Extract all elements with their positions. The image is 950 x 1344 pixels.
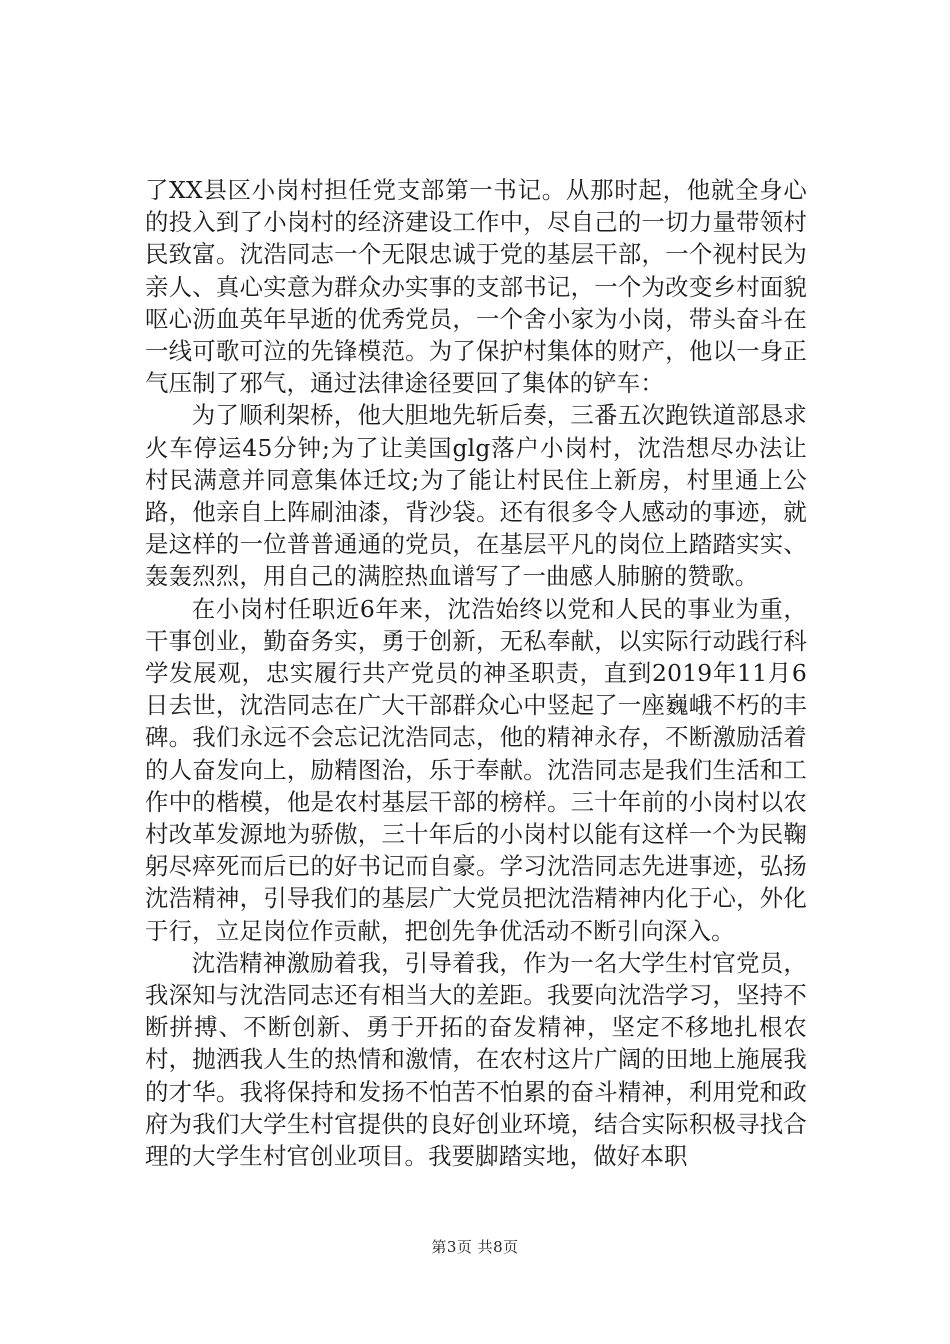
document-body [145,174,807,1172]
page-number-footer: 第3页 共8页 [431,1238,519,1256]
paragraph-4: 沈浩精神激励着我，引导着我，作为一名大学生村官党员，我深知与沈浩同志还有相当大的差距。我要向沈浩学习，坚持不断拼搏、不断创新、勇于开拓的奋发精神，坚定不移地扎根农村，抛洒我人生的热情和激情，在农村这片广阔的田地上施展我的才华。我将保持和发扬不怕苦不怕累的奋斗精神，利用党和政府为我们大学生村官提供的良好创业环境，结合实际积极寻找合理的大学生村官创业项目。我要脚踏实地，做好本职 [145,948,807,1171]
paragraph-2: 为了顺利架桥，他大胆地先斩后奏，三番五次跑铁道部恳求火车停运45分钟;为了让美国glg落户小岗村，沈浩想尽办法让村民满意并同意集体迁坟;为了能让村民住上新房，村里通上公路，他亲自上阵刷油漆，背沙袋。还有很多令人感动的事迹，就是这样的一位普普通通的党员，在基层平凡的岗位上踏踏实实、轰轰烈烈，用自己的满腔热血谱写了一曲感人肺腑的赞歌。 [145,401,807,591]
paragraph-1: 了XX县区小岗村担任党支部第一书记。从那时起，他就全身心的投入到了小岗村的经济建设工作中，尽自己的一切力量带领村民致富。沈浩同志一个无限忠诚于党的基层干部，一个视村民为亲人、真心实意为群众办实事的支部书记，一个为改变乡村面貌呕心沥血英年早逝的优秀党员，一个舍小家为小岗，带头奋斗在一线可歌可泣的先锋模范。为了保护村集体的财产，他以一身正气压制了邪气，通过法律途径要回了集体的铲车： [145,176,807,398]
paragraph-3: 在小岗村任职近6年来，沈浩始终以党和人民的事业为重，干事创业，勤奋务实，勇于创新，无私奉献，以实际行动践行科学发展观，忠实履行共产党员的神圣职责，直到2019年11月6日去世，沈浩同志在广大干部群众心中竖起了一座巍峨不朽的丰碑。我们永远不会忘记沈浩同志，他的精神永存，不断激励活着的人奋发向上，励精图治，乐于奉献。沈浩同志是我们生活和工作中的楷模，他是农村基层干部的榜样。三十年前的小岗村以农村改革发源地为骄傲，三十年后的小岗村以能有这样一个为民鞠躬尽瘁死而后已的好书记而自豪。学习沈浩同志先进事迹，弘扬沈浩精神，引导我们的基层广大党员把沈浩精神内化于心，外化于行，立足岗位作贡献，把创先争优活动不断引向深入。 [145,594,807,945]
